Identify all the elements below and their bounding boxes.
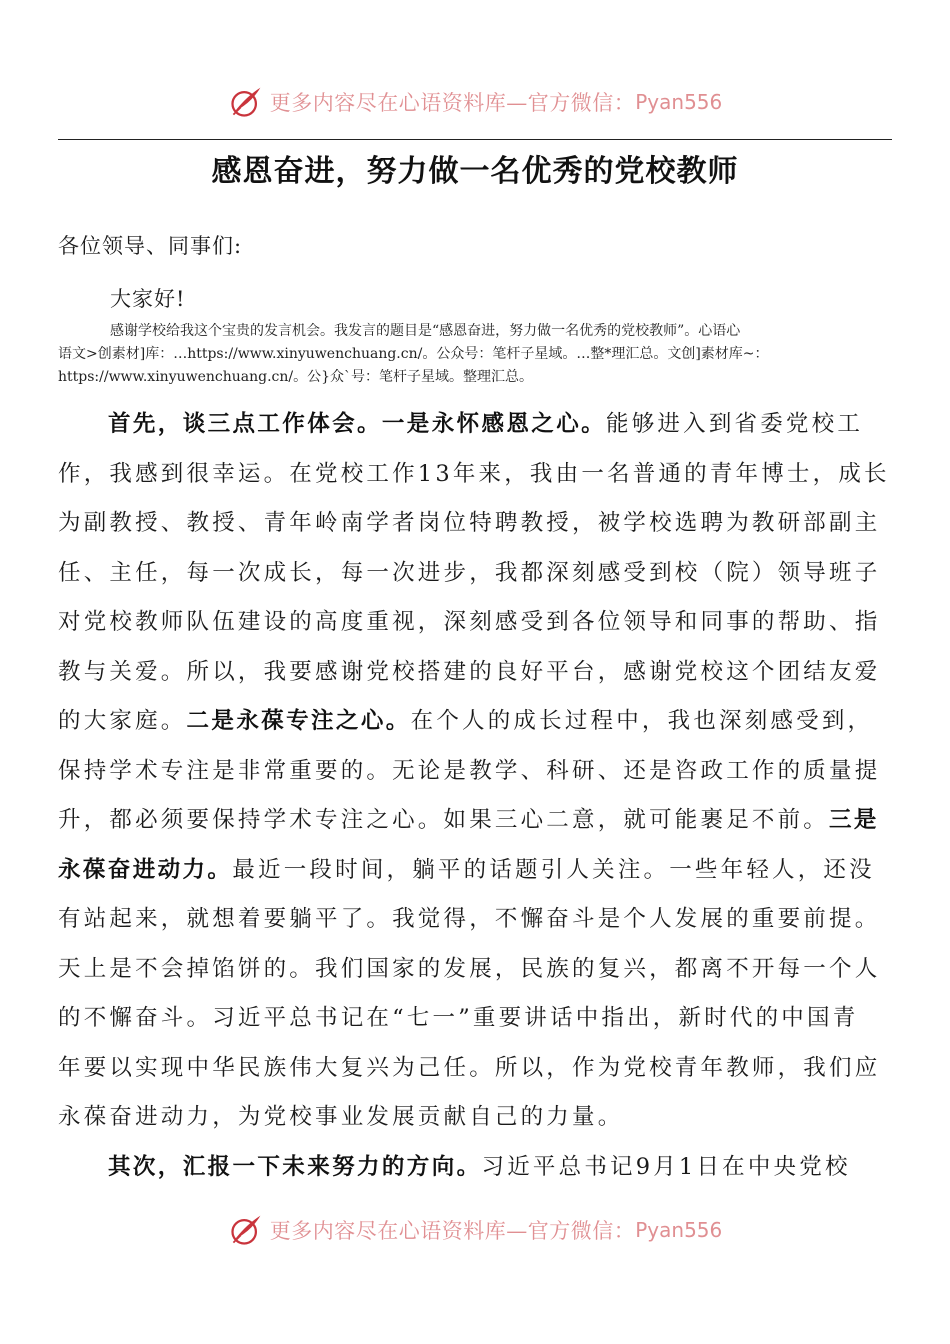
body-line [58,1044,892,1094]
body-phrase: 作，我感到很幸运。在党校工作13年来，我由一名普通的青年博士，成长 [58,460,890,487]
body-line [58,796,892,846]
body-phrase: 任、主任，每一次成长，每一次进步，我都深刻感受到校（院）领导班子 [58,559,881,586]
small-print-paragraph [58,320,892,389]
body-phrase: 保持学术专注是非常重要的。无论是教学、科研、还是咨政工作的质量提 [58,757,881,784]
body-line [58,994,892,1044]
bold-heading-phrase: 其次，汇报一下未来努力的方向。 [108,1153,482,1180]
body-line [58,895,892,945]
header-divider [58,139,892,140]
body-phrase: 为副教授、教授、青年岭南学者岗位特聘教授，被学校选聘为教研部副主 [58,510,881,536]
body-line [58,945,892,995]
body-phrase: 的大家庭。 [58,708,187,734]
document-title: 感恩奋进，努力做一名优秀的党校教师 [211,154,739,189]
watermark-handle: Pyan556 [635,90,723,114]
bold-heading-phrase: 永葆奋进动力。 [58,856,233,883]
body-phrase: 年要以实现中华民族伟大复兴为己任。所以，作为党校青年教师，我们应 [58,1054,881,1081]
body-line [58,846,892,896]
bold-heading-phrase: 二是永葆专注之心。 [186,708,411,734]
body-line [58,450,892,500]
body-phrase: 升，都必须要保持学术专注之心。如果三心二意，就可能裹足不前。 [58,807,830,833]
body-line [58,400,892,450]
body-line [58,697,892,747]
body-line [58,747,892,797]
body-phrase: 的不懈奋斗。习近平总书记在“七一”重要讲话中指出，新时代的中国青 [58,1005,859,1031]
body-phrase: 永葆奋进动力，为党校事业发展贡献自己的力量。 [58,1104,624,1130]
body-line [58,598,892,648]
small-print-line: https://www.xinyuwenchuang.cn/。公}众`号：笔杆子星域。整理汇总。 [58,369,534,385]
body-line [58,499,892,549]
greeting: 大家好! [110,287,186,311]
body-line [58,648,892,698]
feather-pen-logo-icon [228,1212,264,1248]
watermark-text: 更多内容尽在心语资料库—官方微信： [269,91,636,115]
footer-watermark-banner [0,1210,950,1250]
header-watermark-banner [0,82,950,122]
bold-heading-phrase: 一是永怀感恩之心。 [381,411,607,437]
body-phrase: 能够进入到省委党校工 [606,411,864,437]
main-body-text [58,400,892,1192]
body-phrase: 有站起来，就想着要躺平了。我觉得，不懈奋斗是个人发展的重要前提。 [58,906,881,932]
body-phrase: 教与关爱。所以，我要感谢党校搭建的良好平台，感谢党校这个团结友爱 [58,658,881,685]
small-print-line: 感谢学校给我这个宝贵的发言机会。我发言的题目是“感恩奋进，努力做一名优秀的党校教师”。心语心 [110,323,741,339]
small-print-line: 语文>创素材]库：…https://www.xinyuwenchuang.cn/。公众号：笔杆子星域。…整*理汇总。文创]素材库~： [58,346,769,362]
body-phrase: 天上是不会掉馅饼的。我们国家的发展，民族的复兴，都离不开每一个人 [58,955,881,982]
bold-heading-phrase: 三是 [829,807,879,833]
body-phrase: 对党校教师队伍建设的高度重视，深刻感受到各位领导和同事的帮助、指 [58,609,881,635]
body-phrase: 在个人的成长过程中，我也深刻感受到， [410,708,874,734]
body-phrase: 习近平总书记9月1日在中央党校 [481,1153,851,1180]
watermark-text: 更多内容尽在心语资料库—官方微信： [269,1219,636,1243]
body-line [58,1093,892,1143]
bold-heading-phrase: 首先，谈三点工作体会。 [108,411,382,437]
watermark-handle: Pyan556 [635,1218,723,1242]
body-line [58,549,892,599]
salutation: 各位领导、同事们: [58,234,243,258]
feather-pen-logo-icon [228,84,264,120]
body-phrase: 最近一段时间，躺平的话题引人关注。一些年轻人，还没 [232,856,875,883]
body-line [58,1143,892,1193]
